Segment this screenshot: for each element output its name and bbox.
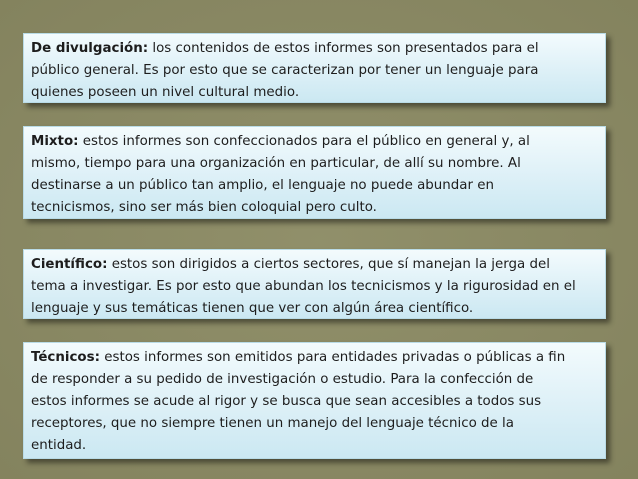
- text-line: [31, 347, 597, 369]
- card-cientifico: [23, 249, 606, 319]
- text-line: tecnicismos, sino ser más bien coloquial pero culto.: [31, 200, 377, 215]
- card-tecnicos: [23, 342, 606, 459]
- card-divulgacion: [23, 33, 606, 103]
- text-line: [31, 131, 597, 153]
- text-line: público general. Es por esto que se caracterizan por tener un lenguaje para: [31, 63, 539, 78]
- text-line: destinarse a un público tan amplio, el lenguaje no puede abundar en: [31, 178, 494, 193]
- term-label: De divulgación:: [31, 41, 149, 56]
- text-line: lenguaje y sus temáticas tienen que ver con algún área científico.: [31, 301, 474, 316]
- card-mixto: [23, 126, 606, 219]
- definition-text: estos son dirigidos a ciertos sectores, que sí manejan la jerga del: [107, 257, 550, 272]
- definition-text: estos informes son confeccionados para el público en general y, al: [78, 134, 530, 149]
- term-label: Mixto:: [31, 134, 79, 149]
- term-label: Técnicos:: [31, 350, 100, 365]
- definition-text: estos informes son emitidos para entidades privadas o públicas a fin: [99, 350, 566, 365]
- text-line: entidad.: [31, 438, 87, 453]
- text-line: quienes poseen un nivel cultural medio.: [31, 85, 300, 100]
- text-line: [31, 38, 597, 60]
- definition-text: los contenidos de estos informes son presentados para el: [148, 41, 539, 56]
- text-line: receptores, que no siempre tienen un manejo del lenguaje técnico de la: [31, 416, 514, 431]
- text-line: [31, 254, 597, 276]
- text-line: tema a investigar. Es por esto que abundan los tecnicismos y la rigurosidad en el: [31, 279, 576, 294]
- text-line: estos informes se acude al rigor y se busca que sean accesibles a todos sus: [31, 394, 542, 409]
- text-line: de responder a su pedido de investigación o estudio. Para la confección de: [31, 372, 534, 387]
- term-label: Científico:: [31, 257, 108, 272]
- text-line: mismo, tiempo para una organización en particular, de allí su nombre. Al: [31, 156, 521, 171]
